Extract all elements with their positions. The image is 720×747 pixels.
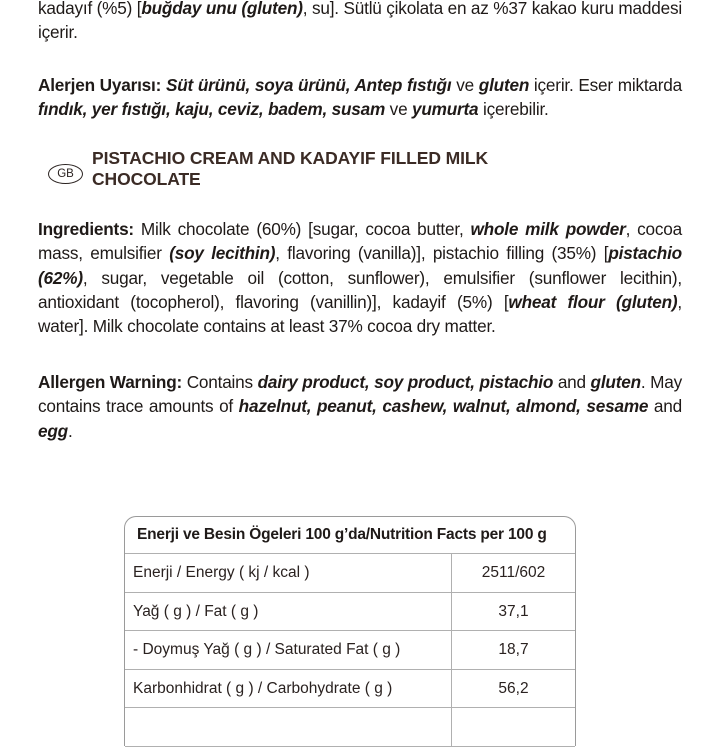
text: Contains	[182, 372, 258, 392]
allergen-emphasis: gluten	[478, 75, 530, 95]
allergen-emphasis: pistachio (62%)	[38, 243, 682, 288]
english-allergen-warning	[38, 370, 682, 443]
text: , sugar, vegetable oil (cotton, sunflower), emulsifier (sunflower lecithin), antioxidant (tocopherol), flavoring (vanillin)], kadayif (5%) [	[38, 267, 682, 312]
text: kadayıf (%5) [	[38, 0, 142, 18]
text: , cocoa mass, emulsifier	[38, 219, 683, 264]
nutrition-facts-table	[124, 516, 576, 746]
text: ve	[385, 99, 412, 120]
allergen-emphasis: (soy lecithin)	[169, 243, 276, 264]
text: . May contains trace amounts of	[38, 372, 682, 417]
nutrient-value: 56,2	[498, 679, 529, 697]
table-row	[125, 593, 575, 632]
allergen-emphasis: hazelnut, peanut, cashew, walnut, almond, sesame	[238, 396, 649, 417]
english-ingredients	[38, 217, 682, 338]
text: içerebilir.	[478, 99, 549, 120]
allergen-emphasis: egg	[38, 420, 68, 441]
allergen-emphasis: wheat flour (gluten)	[508, 291, 678, 312]
allergen-emphasis: buğday unu (gluten)	[141, 0, 303, 18]
nutrient-label	[125, 708, 452, 746]
text: , flavoring (vanilla)], pistachio filling (35%) [	[275, 243, 609, 264]
allergen-emphasis: yumurta	[412, 99, 479, 120]
nutrient-value	[452, 708, 575, 746]
allergen-label: Alerjen Uyarısı:	[38, 75, 162, 95]
ingredients-label: Ingredients:	[38, 219, 134, 239]
nutrient-label: Karbonhidrat ( g ) / Carbohydrate ( g )	[125, 670, 452, 708]
turkish-allergen-warning	[38, 73, 682, 122]
table-row	[125, 670, 575, 709]
table-row	[125, 554, 575, 593]
text: and	[648, 396, 683, 417]
text: , water]. Milk chocolate contains at least 37% cocoa dry matter.	[38, 291, 682, 337]
allergen-emphasis: dairy product, soy product, pistachio	[257, 372, 554, 392]
product-title: PISTACHIO CREAM AND KADAYIF FILLED MILK CHOCOLATE	[92, 148, 489, 189]
text: ve	[451, 75, 479, 95]
allergen-label: Allergen Warning:	[38, 372, 183, 392]
allergen-emphasis: whole milk powder	[470, 219, 626, 239]
text: .	[67, 420, 73, 441]
text: , su]. Sütlü çikolata en az %37 kakao kuru maddesi içerir.	[38, 0, 683, 43]
turkish-ingredients-tail	[38, 0, 682, 45]
allergen-emphasis: fındık, yer fıstığı, kaju, ceviz, badem, susam	[38, 99, 386, 120]
table-row	[125, 708, 575, 747]
text: and	[553, 372, 591, 392]
allergen-emphasis: gluten	[590, 372, 641, 392]
table-row	[125, 631, 575, 670]
nutrition-table-header: Enerji ve Besin Ögeleri 100 g’da/Nutrition Facts per 100 g	[125, 517, 575, 554]
nutrient-value: 2511/602	[481, 564, 546, 581]
nutrient-label: - Doymuş Yağ ( g ) / Saturated Fat ( g )	[125, 631, 452, 669]
nutrient-label: Enerji / Energy ( kj / kcal )	[125, 554, 452, 592]
text: içerir. Eser miktarda	[529, 75, 683, 95]
gb-language-badge-icon: GB	[48, 164, 83, 184]
nutrient-label: Yağ ( g ) / Fat ( g )	[125, 593, 452, 631]
text: Milk chocolate (60%) [sugar, cocoa butter,	[133, 219, 471, 239]
nutrient-value: 37,1	[498, 602, 529, 620]
allergen-emphasis: Süt ürünü, soya ürünü, Antep fıstığı	[165, 75, 452, 95]
nutrient-value: 18,7	[498, 641, 529, 658]
